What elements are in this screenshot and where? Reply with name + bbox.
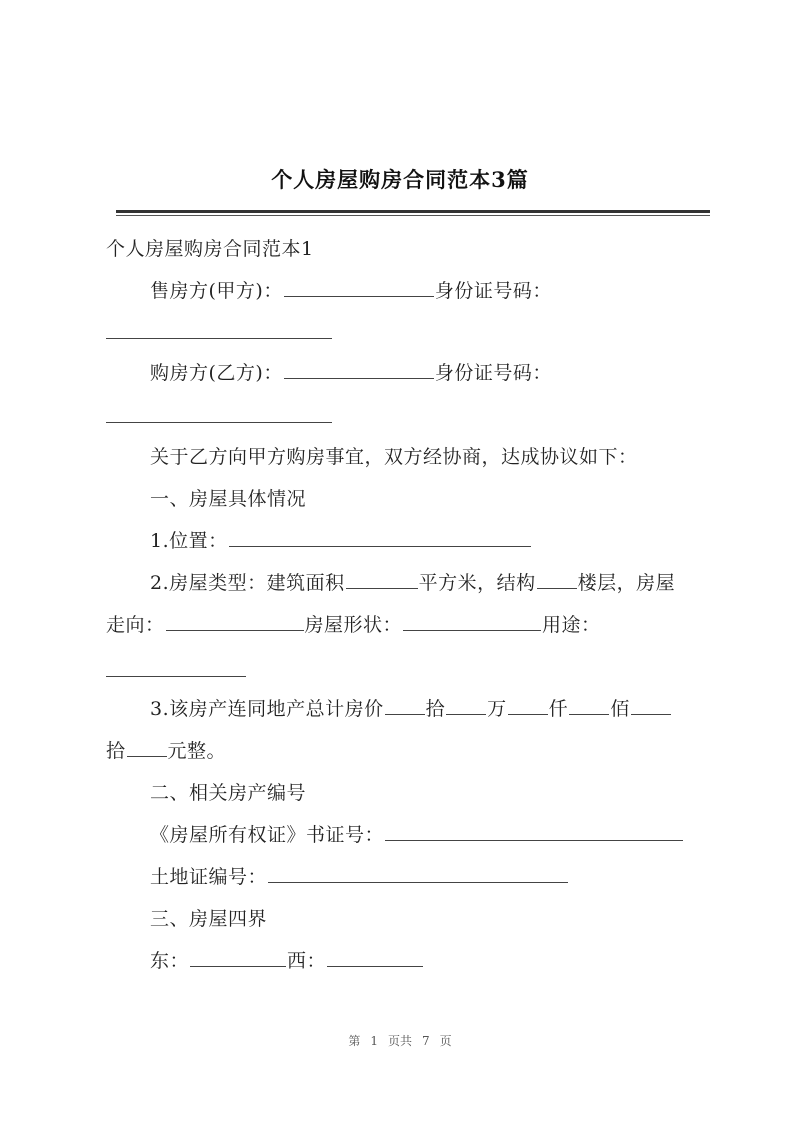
seller-label: 售房方(甲方)： (150, 280, 283, 302)
document-title: 个人房屋购房合同范本3篇 (271, 167, 529, 192)
price-tail-blank (631, 696, 671, 715)
footer-total-pages: 7 (422, 1034, 430, 1048)
page-footer (0, 1032, 800, 1049)
price-shi-blank (385, 696, 425, 715)
clause3-heading: 三、房屋四界 (150, 908, 268, 930)
boundary-line (150, 948, 424, 974)
land-blank (268, 864, 568, 883)
item3-prefix: 3.该房产连同地产总计房价 (150, 698, 384, 720)
preamble: 关于乙方向甲方购房事宜，双方经协商，达成协议如下： (150, 446, 638, 468)
location-blank (229, 528, 531, 547)
price-yuan-blank (127, 738, 167, 757)
price-wan-blank (446, 696, 486, 715)
item2-orientation: 走向： (106, 614, 165, 636)
cert-label: 《房屋所有权证》书证号： (150, 824, 385, 846)
price-qian-blank (508, 696, 548, 715)
use-blank (106, 676, 246, 677)
title-rule-thin (116, 215, 710, 216)
item3-line1 (150, 696, 672, 722)
item2-area-unit: 平方米，结构 (418, 572, 536, 594)
buyer-label: 购房方(乙方)： (150, 362, 283, 384)
item1-label: 1.位置： (150, 530, 228, 552)
unit-shi-2: 拾 (106, 740, 126, 762)
west-blank (327, 948, 423, 967)
clause2-heading: 二、相关房产编号 (150, 782, 307, 804)
buyer-line (150, 360, 552, 386)
footer-page-number: 1 (370, 1034, 378, 1048)
unit-bai: 佰 (610, 698, 630, 720)
seller-id-label: 身份证号码： (434, 280, 552, 302)
east-blank (190, 948, 286, 967)
buyer-id-label: 身份证号码： (434, 362, 552, 384)
item2-use: 用途： (542, 614, 601, 636)
footer-middle: 页共 (387, 1034, 412, 1048)
seller-id-blank (106, 338, 332, 339)
item2-prefix: 2.房屋类型：建筑面积 (150, 572, 345, 594)
price-bai-blank (569, 696, 609, 715)
shape-blank (403, 612, 541, 631)
west-label: 西： (287, 950, 327, 972)
buyer-name-blank (284, 360, 434, 379)
cert-blank (385, 822, 683, 841)
land-label: 土地证编号： (150, 866, 268, 888)
title-rule-thick (116, 210, 710, 213)
footer-suffix: 页 (439, 1034, 452, 1048)
seller-name-blank (284, 278, 434, 297)
item3-end: 元整。 (167, 740, 227, 762)
clause1-heading: 一、房屋具体情况 (150, 488, 307, 510)
cert-line (150, 822, 684, 848)
item2-line2 (106, 612, 601, 638)
area-blank (346, 570, 418, 589)
unit-qian: 仟 (548, 698, 569, 720)
item2-line1 (150, 570, 675, 596)
buyer-id-blank (106, 422, 332, 423)
section-heading: 个人房屋购房合同范本1 (106, 238, 314, 260)
item3-line2 (106, 738, 226, 764)
item2-shape: 房屋形状： (304, 614, 403, 636)
structure-blank (537, 570, 577, 589)
land-line (150, 864, 569, 890)
unit-shi: 拾 (425, 698, 446, 720)
footer-prefix: 第 (348, 1034, 361, 1048)
east-label: 东： (150, 950, 190, 972)
seller-line (150, 278, 552, 304)
unit-wan: 万 (487, 698, 507, 720)
item2-floor: 楼层，房屋 (577, 572, 676, 594)
item1-line (150, 528, 532, 554)
orientation-blank (166, 612, 304, 631)
